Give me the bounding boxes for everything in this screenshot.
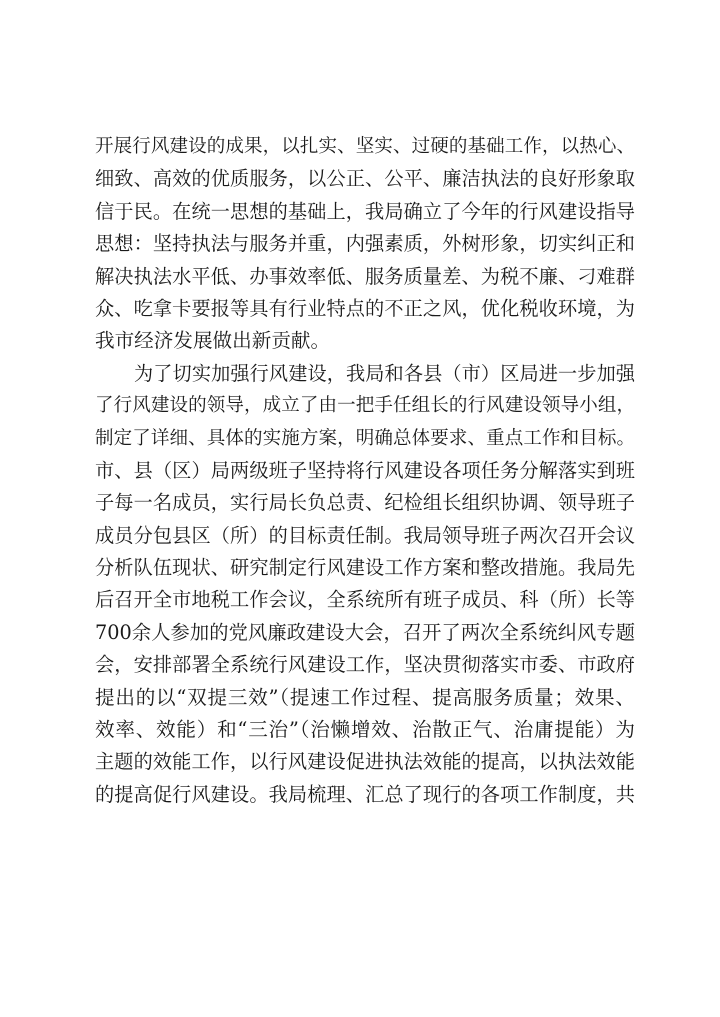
text-line: 主题的效能工作，以行风建设促进执法效能的提高，以执法效能 <box>95 750 635 774</box>
text-line: 子每一名成员，实行局长负总责、纪检组长组织协调、领导班子 <box>95 491 635 515</box>
text-line: 我市经济发展做出新贡献。 <box>95 329 331 353</box>
text-line: 后召开全市地税工作会议，全系统所有班子成员、科（所）长等 <box>95 588 635 612</box>
text-line: 思想：坚持执法与服务并重，内强素质，外树形象，切实纠正和 <box>95 232 635 256</box>
text-line: 众、吃拿卡要报等具有行业特点的不正之风，优化税收环境，为 <box>95 296 635 320</box>
text-line: 为了切实加强行风建设，我局和各县（市）区局进一步加强 <box>134 361 635 385</box>
text-line: 成员分包县区（所）的目标责任制。我局领导班子两次召开会议 <box>95 523 635 547</box>
text-line: 分析队伍现状、研究制定行风建设工作方案和整改措施。我局先 <box>95 556 635 580</box>
text-line: 提出的以“双提三效”（提速工作过程、提高服务质量；效果、 <box>95 685 635 709</box>
text-line: 信于民。在统一思想的基础上，我局确立了今年的行风建设指导 <box>95 199 635 223</box>
paragraph-2 <box>95 358 635 811</box>
paragraph-1 <box>95 131 635 358</box>
text-line: 效率、效能）和“三治”（治懒增效、治散正气、治庸提能）为 <box>95 718 635 742</box>
text-line: 解决执法水平低、办事效率低、服务质量差、为税不廉、刁难群 <box>95 264 635 288</box>
text-line: 制定了详细、具体的实施方案，明确总体要求、重点工作和目标。 <box>95 427 635 449</box>
document-body <box>95 131 635 811</box>
text-line: 了行风建设的领导，成立了由一把手任组长的行风建设领导小组， <box>95 395 635 417</box>
text-line: 细致、高效的优质服务，以公正、公平、廉洁执法的良好形象取 <box>95 167 635 191</box>
text-line: 的提高促行风建设。我局梳理、汇总了现行的各项工作制度，共 <box>95 782 635 806</box>
text-line: 会，安排部署全系统行风建设工作，坚决贯彻落实市委、市政府 <box>95 653 635 677</box>
text-line: 700余人参加的党风廉政建设大会，召开了两次全系统纠风专题 <box>95 620 635 644</box>
text-line: 市、县（区）局两级班子坚持将行风建设各项任务分解落实到班 <box>95 458 635 482</box>
text-line: 开展行风建设的成果，以扎实、坚实、过硬的基础工作，以热心、 <box>95 136 635 157</box>
